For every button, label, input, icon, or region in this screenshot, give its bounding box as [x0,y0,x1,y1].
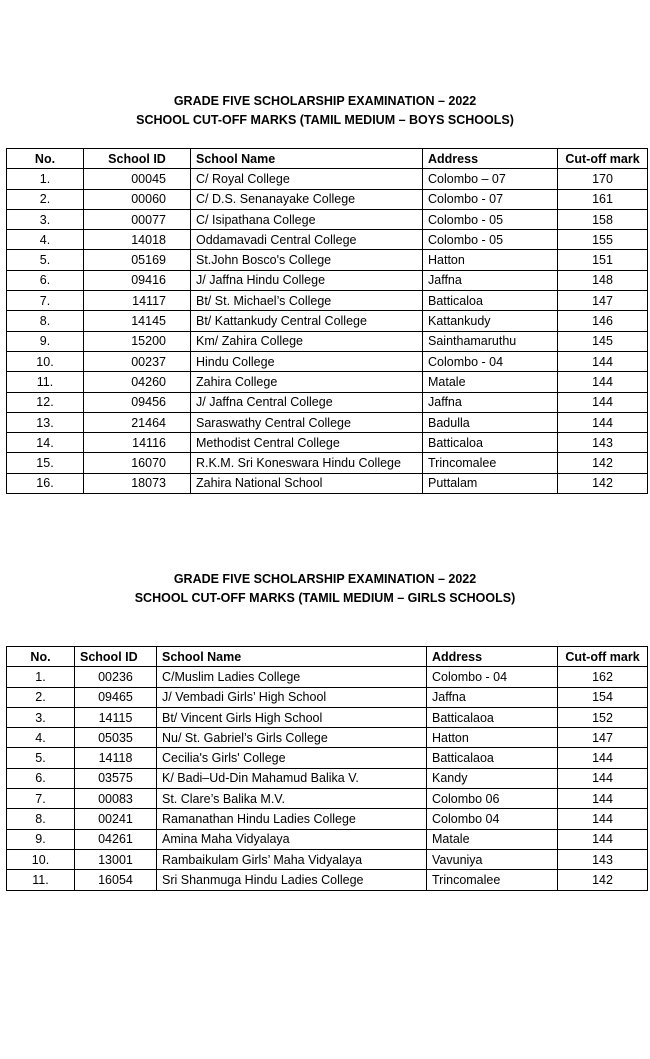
cell-cutoff-mark: 161 [558,189,648,209]
cell-number: 7. [7,789,75,809]
cell-cutoff-mark: 144 [558,412,648,432]
table-row [7,250,648,270]
cell-number: 6. [7,768,75,788]
cell-school-name: Zahira National School [191,473,423,493]
table-row [7,748,648,768]
cell-school-name: Hindu College [191,351,423,371]
table-row [7,809,648,829]
cell-school-name: St. Clare’s Balika M.V. [157,789,427,809]
cell-number: 4. [7,230,84,250]
table-row [7,392,648,412]
cell-cutoff-mark: 147 [558,291,648,311]
cell-school-id: 04261 [75,829,157,849]
cell-school-id: 04260 [84,372,191,392]
cell-number: 9. [7,331,84,351]
cell-address: Vavuniya [427,849,558,869]
column-header-address: Address [427,647,558,667]
cell-address: Badulla [423,412,558,432]
column-header-cutoff-mark: Cut-off mark [558,149,648,169]
table-row [7,311,648,331]
cell-cutoff-mark: 144 [558,768,648,788]
cell-school-name: Saraswathy Central College [191,412,423,432]
cell-school-id: 14117 [84,291,191,311]
cell-school-name: J/ Jaffna Hindu College [191,270,423,290]
table-row [7,829,648,849]
cell-address: Hatton [423,250,558,270]
cell-cutoff-mark: 155 [558,230,648,250]
cell-cutoff-mark: 170 [558,169,648,189]
table-row [7,707,648,727]
cell-number: 14. [7,433,84,453]
table-header-row [7,647,648,667]
cell-cutoff-mark: 142 [558,453,648,473]
cell-school-id: 00083 [75,789,157,809]
cell-school-id: 09465 [75,687,157,707]
cell-school-id: 09456 [84,392,191,412]
cell-number: 16. [7,473,84,493]
cell-school-name: Bt/ Vincent Girls High School [157,707,427,727]
cell-school-name: C/Muslim Ladies College [157,667,427,687]
cell-cutoff-mark: 144 [558,809,648,829]
cell-address: Colombo - 05 [423,230,558,250]
table-row [7,209,648,229]
cell-number: 9. [7,829,75,849]
table-row [7,870,648,890]
table-row [7,169,648,189]
cell-number: 12. [7,392,84,412]
cell-school-id: 00237 [84,351,191,371]
column-header-school-id: School ID [75,647,157,667]
cell-number: 7. [7,291,84,311]
cell-cutoff-mark: 143 [558,849,648,869]
cell-number: 13. [7,412,84,432]
cell-number: 1. [7,169,84,189]
cell-cutoff-mark: 144 [558,748,648,768]
column-header-address: Address [423,149,558,169]
cell-address: Matale [423,372,558,392]
boys-title-line-2: SCHOOL CUT-OFF MARKS (TAMIL MEDIUM – BOYS SCHOOLS) [136,113,514,127]
girls-section-heading [0,570,650,608]
cell-school-name: Nu/ St. Gabriel’s Girls College [157,728,427,748]
cell-address: Puttalam [423,473,558,493]
cell-school-name: Bt/ St. Michael’s College [191,291,423,311]
cell-address: Batticaloa [423,433,558,453]
cell-school-id: 14145 [84,311,191,331]
cell-school-id: 14116 [84,433,191,453]
table-row [7,230,648,250]
cell-school-id: 05169 [84,250,191,270]
cell-school-name: Rambaikulam Girls’ Maha Vidyalaya [157,849,427,869]
cell-address: Kandy [427,768,558,788]
cell-school-name: Oddamavadi Central College [191,230,423,250]
column-header-number: No. [7,149,84,169]
cell-address: Colombo - 04 [427,667,558,687]
cell-address: Sainthamaruthu [423,331,558,351]
cell-address: Colombo - 04 [423,351,558,371]
table-row [7,473,648,493]
table-row [7,270,648,290]
cell-school-name: K/ Badi–Ud-Din Mahamud Balika V. [157,768,427,788]
cell-number: 5. [7,748,75,768]
cell-school-id: 00045 [84,169,191,189]
cell-number: 6. [7,270,84,290]
cell-school-name: Km/ Zahira College [191,331,423,351]
cell-number: 8. [7,311,84,331]
cell-number: 11. [7,372,84,392]
column-header-school-id: School ID [84,149,191,169]
cell-number: 2. [7,189,84,209]
cell-school-id: 09416 [84,270,191,290]
column-header-cutoff-mark: Cut-off mark [558,647,648,667]
cell-address: Matale [427,829,558,849]
cell-school-id: 14118 [75,748,157,768]
boys-title-line-1: GRADE FIVE SCHOLARSHIP EXAMINATION – 2022 [173,94,477,108]
girls-cutoff-table [6,646,648,891]
table-row [7,291,648,311]
cell-school-id: 14018 [84,230,191,250]
table-row [7,667,648,687]
table-row [7,728,648,748]
table-row [7,412,648,432]
table-row [7,433,648,453]
cell-number: 8. [7,809,75,829]
cell-address: Hatton [427,728,558,748]
cell-address: Jaffna [423,392,558,412]
cell-school-name: C/ Isipathana College [191,209,423,229]
cell-number: 11. [7,870,75,890]
table-row [7,789,648,809]
cell-number: 10. [7,351,84,371]
cell-cutoff-mark: 158 [558,209,648,229]
boys-cutoff-table [6,148,648,494]
cell-address: Trincomalee [423,453,558,473]
cell-cutoff-mark: 147 [558,728,648,748]
cell-address: Jaffna [427,687,558,707]
cell-address: Colombo 06 [427,789,558,809]
cell-school-id: 05035 [75,728,157,748]
cell-school-name: Bt/ Kattankudy Central College [191,311,423,331]
cell-address: Batticaloa [423,291,558,311]
cell-school-name: Cecilia's Girls' College [157,748,427,768]
cell-cutoff-mark: 144 [558,372,648,392]
cell-number: 15. [7,453,84,473]
cell-school-id: 00060 [84,189,191,209]
cell-cutoff-mark: 143 [558,433,648,453]
table-row [7,687,648,707]
table-header-row [7,149,648,169]
cell-school-id: 14115 [75,707,157,727]
cell-school-name: Amina Maha Vidyalaya [157,829,427,849]
cell-address: Trincomalee [427,870,558,890]
cell-cutoff-mark: 142 [558,870,648,890]
column-header-school-name: School Name [157,647,427,667]
cell-school-name: Zahira College [191,372,423,392]
cell-school-name: C/ Royal College [191,169,423,189]
cell-cutoff-mark: 144 [558,789,648,809]
girls-title-line-2: SCHOOL CUT-OFF MARKS (TAMIL MEDIUM – GIRLS SCHOOLS) [134,591,516,605]
cell-cutoff-mark: 144 [558,351,648,371]
cell-school-id: 00241 [75,809,157,829]
cell-address: Batticalaoa [427,707,558,727]
table-row [7,372,648,392]
cell-cutoff-mark: 154 [558,687,648,707]
cell-number: 4. [7,728,75,748]
cell-school-id: 00236 [75,667,157,687]
cell-number: 3. [7,209,84,229]
cell-school-name: J/ Jaffna Central College [191,392,423,412]
cell-address: Batticalaoa [427,748,558,768]
cell-cutoff-mark: 148 [558,270,648,290]
cell-school-id: 03575 [75,768,157,788]
cell-school-name: J/ Vembadi Girls’ High School [157,687,427,707]
cell-address: Colombo – 07 [423,169,558,189]
cell-school-id: 16054 [75,870,157,890]
column-header-school-name: School Name [191,149,423,169]
cell-cutoff-mark: 144 [558,392,648,412]
cell-address: Colombo 04 [427,809,558,829]
table-row [7,849,648,869]
table-row [7,768,648,788]
cell-school-id: 16070 [84,453,191,473]
girls-title-line-1: GRADE FIVE SCHOLARSHIP EXAMINATION – 2022 [173,572,477,586]
cell-number: 2. [7,687,75,707]
cell-school-name: St.John Bosco's College [191,250,423,270]
table-row [7,331,648,351]
cell-cutoff-mark: 145 [558,331,648,351]
cell-school-name: Ramanathan Hindu Ladies College [157,809,427,829]
column-header-number: No. [7,647,75,667]
table-row [7,453,648,473]
table-row [7,351,648,371]
cell-school-id: 15200 [84,331,191,351]
cell-number: 3. [7,707,75,727]
boys-section-heading [0,92,650,130]
cell-cutoff-mark: 144 [558,829,648,849]
cell-number: 1. [7,667,75,687]
cell-address: Colombo - 07 [423,189,558,209]
table-row [7,189,648,209]
cell-school-id: 21464 [84,412,191,432]
cell-cutoff-mark: 146 [558,311,648,331]
cell-address: Kattankudy [423,311,558,331]
cell-number: 5. [7,250,84,270]
cell-cutoff-mark: 151 [558,250,648,270]
cell-school-id: 13001 [75,849,157,869]
cell-cutoff-mark: 142 [558,473,648,493]
cell-school-name: Methodist Central College [191,433,423,453]
cell-cutoff-mark: 152 [558,707,648,727]
cell-school-id: 00077 [84,209,191,229]
cell-address: Colombo - 05 [423,209,558,229]
cell-school-name: C/ D.S. Senanayake College [191,189,423,209]
cell-school-id: 18073 [84,473,191,493]
cell-school-name: Sri Shanmuga Hindu Ladies College [157,870,427,890]
cell-number: 10. [7,849,75,869]
cell-school-name: R.K.M. Sri Koneswara Hindu College [191,453,423,473]
cell-cutoff-mark: 162 [558,667,648,687]
cell-address: Jaffna [423,270,558,290]
